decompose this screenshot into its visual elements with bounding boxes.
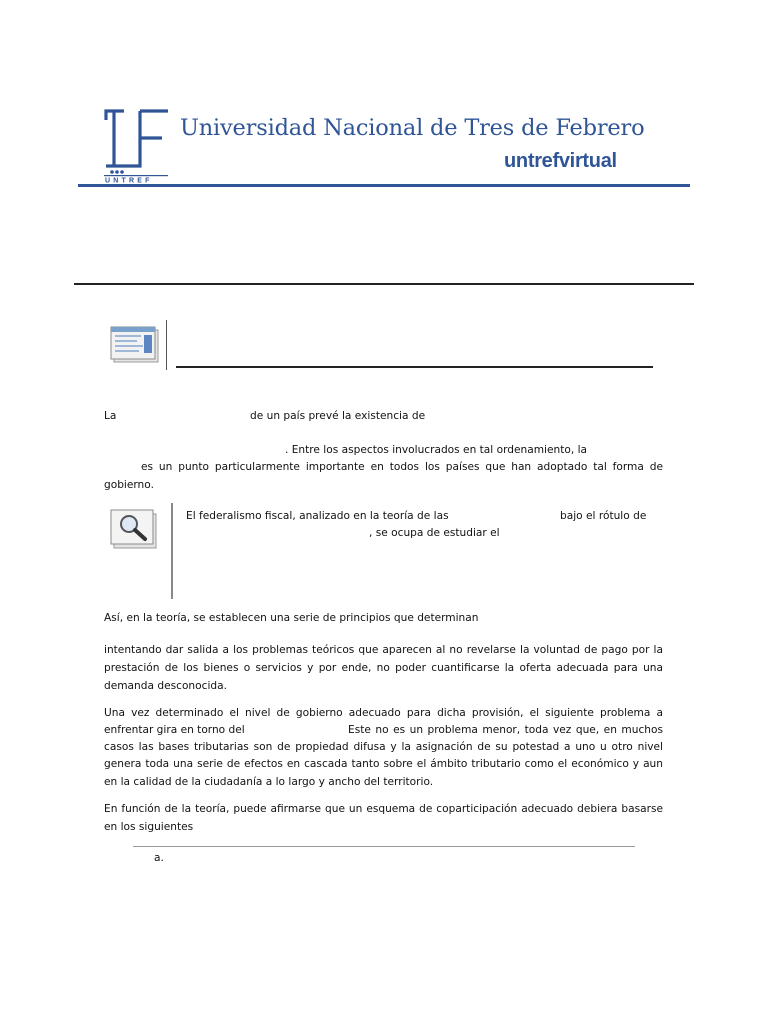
para2-line3: prestación de los bienes o servicios y por ende, no poder cuantificarse la oferta adecuada para una — [104, 662, 663, 674]
para3-line2-a: enfrentar gira en torno del — [104, 724, 245, 736]
para2-line1: Así, en la teoría, se establecen una serie de principios que determinan — [104, 612, 479, 624]
list-divider — [133, 846, 635, 847]
icon-divider — [166, 320, 167, 370]
section-rule — [74, 283, 694, 285]
magnifier-icon — [108, 505, 162, 551]
title-underline — [176, 366, 653, 368]
para3-line3: casos las bases tributarias son de propiedad difusa y la asignación de su potestad a uno u otro nivel — [104, 741, 663, 753]
para1-line3: es un punto particularmente importante en todos los países que han adoptado tal forma de — [141, 461, 663, 473]
para4-line1: En función de la teoría, puede afirmarse que un esquema de coparticipación adecuado debiera basarse — [104, 803, 663, 815]
logo-caption: UNTREF — [105, 177, 153, 183]
para3-line4: genera toda una serie de efectos en cascada tanto sobre el ámbito tributario como el económico y aun — [104, 758, 663, 770]
para3-line1: Una vez determinado el nivel de gobierno adecuado para dicha provisión, el siguiente problema a — [104, 707, 663, 719]
box-divider — [171, 503, 173, 599]
box-line2: , se ocupa de estudiar el — [369, 527, 500, 539]
para3-line2-b: Este no es un problema menor, toda vez que, en muchos — [348, 724, 663, 736]
virtual-label: untrefvirtual — [504, 150, 617, 172]
list-item-a: a. — [154, 852, 164, 864]
para2-line4: demanda desconocida. — [104, 680, 227, 692]
para4-line2: en los siguientes — [104, 821, 194, 833]
para1-line4: gobierno. — [104, 479, 154, 491]
para1-line2: . Entre los aspectos involucrados en tal ordenamiento, la — [285, 444, 587, 456]
para1-word-la: La — [104, 410, 117, 422]
untref-logo — [102, 108, 172, 183]
university-name: Universidad Nacional de Tres de Febrero — [180, 115, 645, 141]
para2-line2: intentando dar salida a los problemas teóricos que aparecen al no revelarse la voluntad de pago por la — [104, 644, 663, 656]
box-line1-a: El federalismo fiscal, analizado en la teoría de las — [186, 510, 449, 522]
header-rule — [78, 184, 690, 187]
para3-line5: en la calidad de la ciudadanía a lo largo y ancho del territorio. — [104, 776, 434, 788]
document-icon — [108, 322, 162, 366]
box-line1-b: bajo el rótulo de — [560, 510, 647, 522]
para1-line1: de un país prevé la existencia de — [250, 410, 426, 422]
